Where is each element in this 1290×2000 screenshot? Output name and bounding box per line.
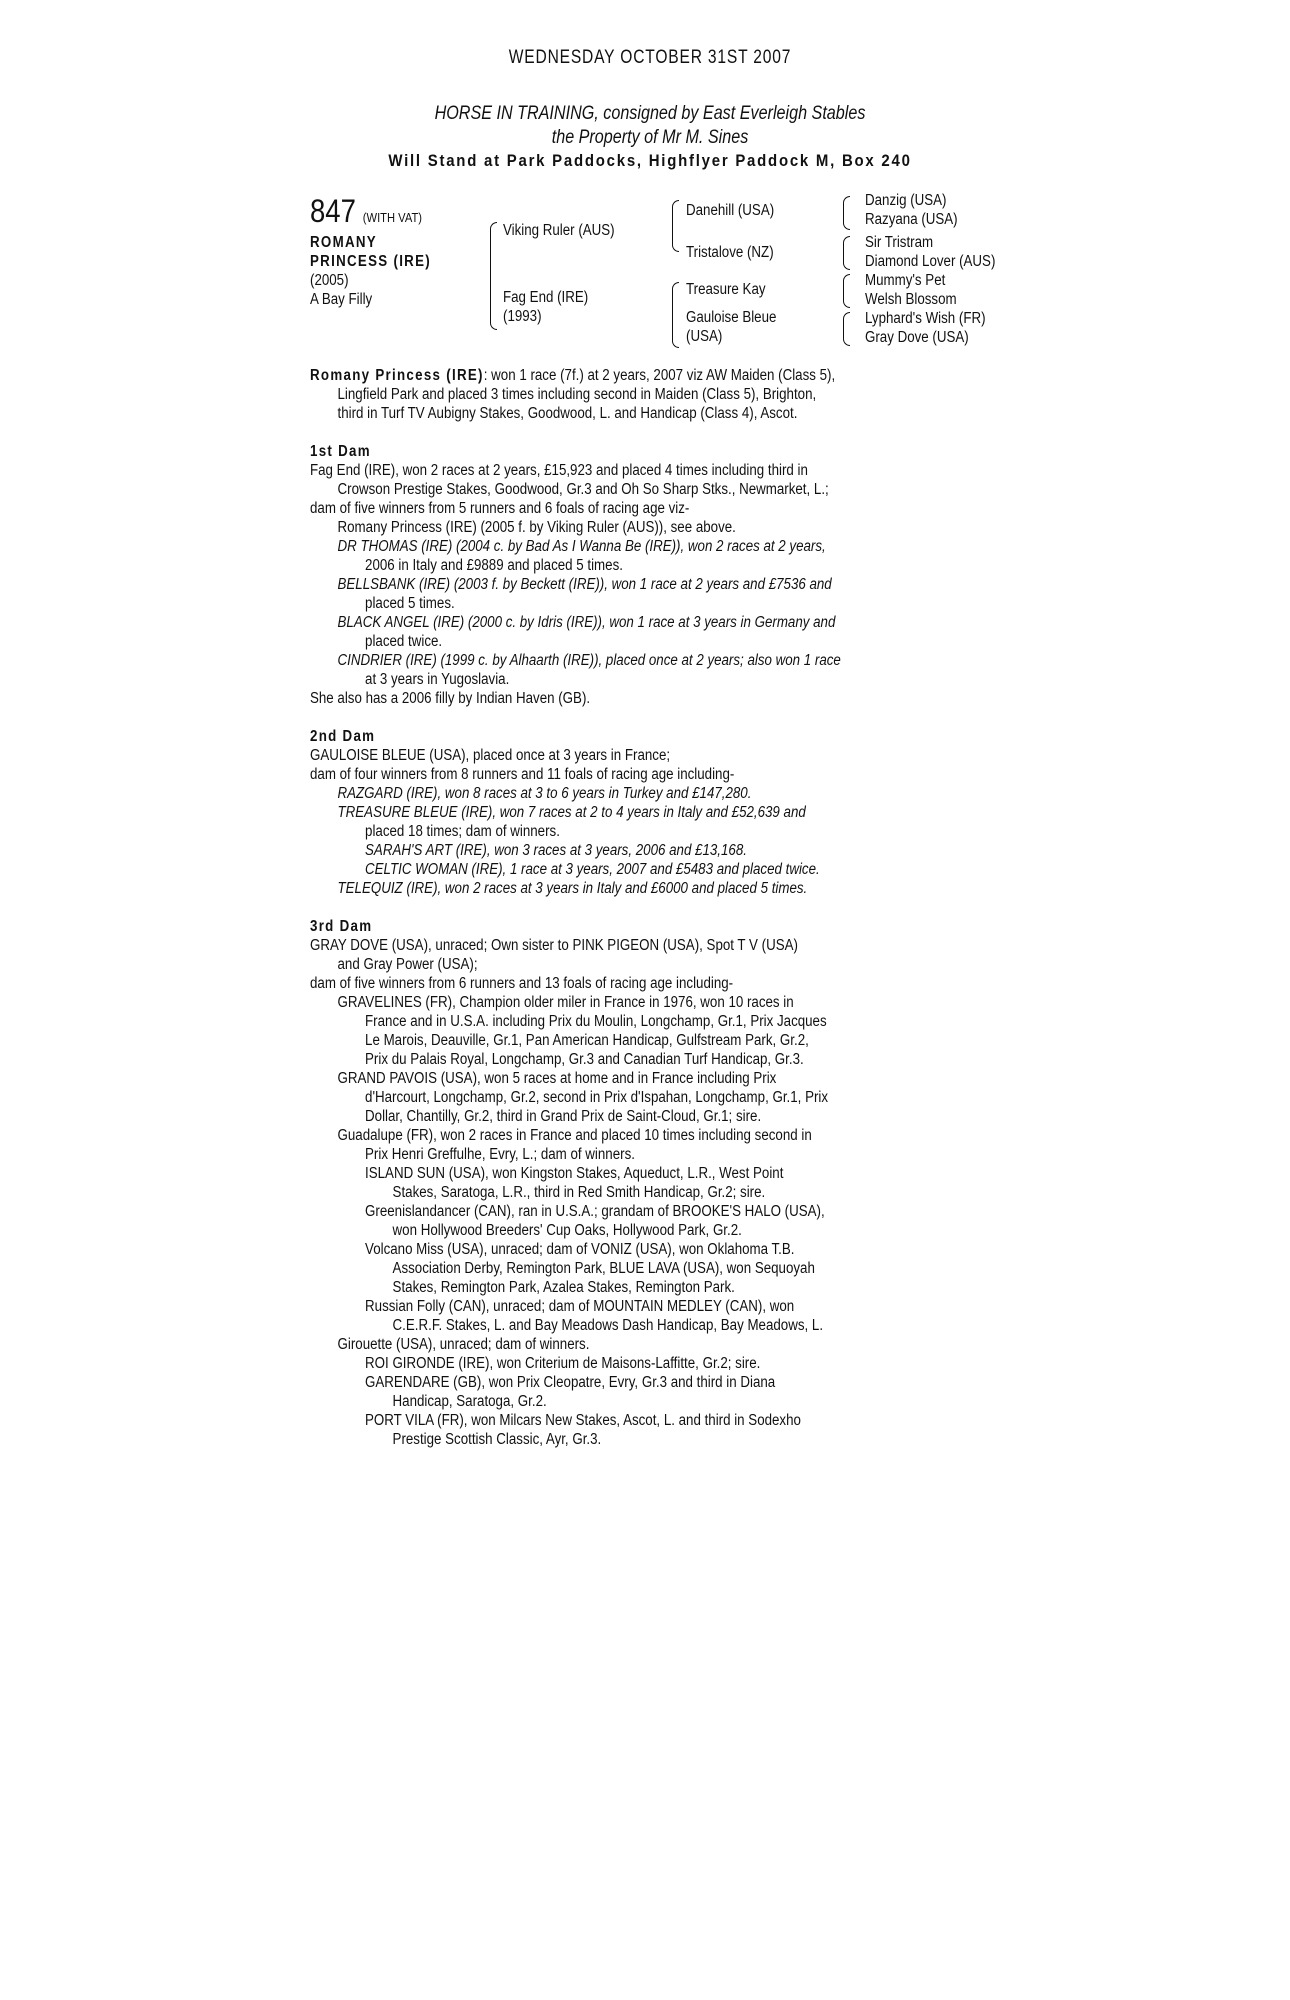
pedigree-brace-ss: [843, 196, 850, 230]
horse-name-bold: Romany Princess (IRE): [310, 367, 484, 384]
produce-line: RAZGARD (IRE), won 8 races at 3 to 6 years in Turkey and £147,280.: [337, 785, 752, 802]
dam-dam-origin: (USA): [686, 328, 723, 345]
lot-block: [310, 193, 440, 229]
pedigree-brace-sd: [843, 236, 850, 270]
produce-line: placed twice.: [365, 633, 443, 650]
produce-line: Volcano Miss (USA), unraced; dam of VONIZ (USA), won Oklahoma T.B.: [365, 1241, 795, 1258]
produce-line: GRAND PAVOIS (USA), won 5 races at home and in France including Prix: [337, 1070, 777, 1087]
produce-line: Prix Henri Greffulhe, Evry, L.; dam of winners.: [365, 1146, 635, 1163]
pedigree-brace-dam: [672, 282, 679, 348]
dam-line: GRAY DOVE (USA), unraced; Own sister to PINK PIGEON (USA), Spot T V (USA): [310, 937, 798, 954]
pedigree-brace-dd: [843, 312, 850, 346]
record-line: : won 1 race (7f.) at 2 years, 2007 viz AW Maiden (Class 5),: [483, 367, 836, 384]
consignor-line: HORSE IN TRAINING, consigned by East Everleigh Stables: [434, 103, 866, 124]
produce-line: ROI GIRONDE (IRE), won Criterium de Maisons-Laffitte, Gr.2; sire.: [365, 1355, 761, 1372]
horse-description: A Bay Filly: [310, 291, 373, 308]
third-dam-section: [310, 917, 990, 1449]
produce-line: Le Marois, Deauville, Gr.1, Pan American Handicap, Gulfstream Park, Gr.2,: [365, 1032, 809, 1049]
produce-line: won Hollywood Breeders' Cup Oaks, Hollywood Park, Gr.2.: [392, 1222, 742, 1239]
dam-sire-dam: Welsh Blossom: [865, 291, 957, 308]
produce-line: CELTIC WOMAN (IRE), 1 race at 3 years, 2007 and £5483 and placed twice.: [365, 861, 820, 878]
produce-line: Handicap, Saratoga, Gr.2.: [392, 1393, 547, 1410]
produce-line: placed 5 times.: [365, 595, 455, 612]
section-heading: 3rd Dam: [310, 918, 373, 935]
produce-line: SARAH'S ART (IRE), won 3 races at 3 years, 2006 and £13,168.: [365, 842, 747, 859]
produce-line: BELLSBANK (IRE) (2003 f. by Beckett (IRE)), won 1 race at 2 years and £7536 and: [337, 576, 832, 593]
sire-sire-dam: Razyana (USA): [865, 211, 958, 228]
sale-date: WEDNESDAY OCTOBER 31ST 2007: [508, 47, 792, 68]
pedigree-brace-sire: [672, 200, 679, 252]
produce-line: TELEQUIZ (IRE), won 2 races at 3 years in Italy and £6000 and placed 5 times.: [337, 880, 808, 897]
dam-sire-sire: Mummy's Pet: [865, 272, 946, 289]
vat-note: (WITH VAT): [362, 210, 423, 225]
property-line: the Property of Mr M. Sines: [551, 127, 749, 148]
dam-line: dam of five winners from 5 runners and 6 foals of racing age viz-: [310, 500, 690, 517]
racing-record: [310, 366, 990, 423]
dam: Fag End (IRE): [503, 289, 589, 306]
dam-dam-sire: Lyphard's Wish (FR): [865, 310, 986, 327]
produce-line: GARENDARE (GB), won Prix Cleopatre, Evry, Gr.3 and third in Diana: [365, 1374, 776, 1391]
horse-name-line2: PRINCESS (IRE): [310, 253, 432, 270]
produce-line: Stakes, Remington Park, Azalea Stakes, Remington Park.: [392, 1279, 735, 1296]
first-dam-section: [310, 442, 990, 708]
second-dam-section: [310, 727, 990, 898]
dam-line: and Gray Power (USA);: [337, 956, 478, 973]
pedigree-brace-gen1: [490, 222, 497, 330]
produce-line: Dollar, Chantilly, Gr.2, third in Grand Prix de Saint-Cloud, Gr.1; sire.: [365, 1108, 762, 1125]
sire-dam: Tristalove (NZ): [686, 244, 774, 261]
produce-line: Guadalupe (FR), won 2 races in France and placed 10 times including second in: [337, 1127, 812, 1144]
produce-line: Russian Folly (CAN), unraced; dam of MOUNTAIN MEDLEY (CAN), won: [365, 1298, 795, 1315]
produce-line: placed 18 times; dam of winners.: [365, 823, 560, 840]
foaling-year: (2005): [310, 272, 349, 289]
stand-location: Will Stand at Park Paddocks, Highflyer Paddock M, Box 240: [388, 151, 912, 170]
produce-line: DR THOMAS (IRE) (2004 c. by Bad As I Wanna Be (IRE)), won 2 races at 2 years,: [337, 538, 826, 555]
produce-line: Prestige Scottish Classic, Ayr, Gr.3.: [392, 1431, 602, 1448]
catalogue-body: [310, 366, 990, 1449]
record-line: third in Turf TV Aubigny Stakes, Goodwood, L. and Handicap (Class 4), Ascot.: [337, 405, 798, 422]
section-heading: 1st Dam: [310, 443, 371, 460]
consignment-info: [361, 102, 939, 150]
dam-line: dam of five winners from 6 runners and 13 foals of racing age including-: [310, 975, 734, 992]
produce-line: TREASURE BLEUE (IRE), won 7 races at 2 to 4 years in Italy and £52,639 and: [337, 804, 806, 821]
record-line: Lingfield Park and placed 3 times including second in Maiden (Class 5), Brighton,: [337, 386, 817, 403]
sire-sire: Danehill (USA): [686, 202, 775, 219]
produce-line: PORT VILA (FR), won Milcars New Stakes, Ascot, L. and third in Sodexho: [365, 1412, 801, 1429]
produce-line: She also has a 2006 filly by Indian Haven (GB).: [310, 690, 591, 707]
dam-year: (1993): [503, 308, 542, 325]
dam-line: Fag End (IRE), won 2 races at 2 years, £15,923 and placed 4 times including third in: [310, 462, 808, 479]
produce-line: Prix du Palais Royal, Longchamp, Gr.3 and Canadian Turf Handicap, Gr.3.: [365, 1051, 804, 1068]
produce-line: Romany Princess (IRE) (2005 f. by Viking Ruler (AUS)), see above.: [337, 519, 736, 536]
sire-sire-sire: Danzig (USA): [865, 192, 947, 209]
produce-line: 2006 in Italy and £9889 and placed 5 times.: [365, 557, 623, 574]
produce-line: France and in U.S.A. including Prix du Moulin, Longchamp, Gr.1, Prix Jacques: [365, 1013, 827, 1030]
produce-line: Girouette (USA), unraced; dam of winners.: [337, 1336, 590, 1353]
dam-line: Crowson Prestige Stakes, Goodwood, Gr.3 and Oh So Sharp Stks., Newmarket, L.;: [337, 481, 829, 498]
produce-line: GRAVELINES (FR), Champion older miler in France in 1976, won 10 races in: [337, 994, 794, 1011]
sire: Viking Ruler (AUS): [503, 222, 615, 239]
horse-name-line1: ROMANY: [310, 234, 377, 251]
produce-line: CINDRIER (IRE) (1999 c. by Alhaarth (IRE)), placed once at 2 years; also won 1 race: [337, 652, 841, 669]
dam-line: GAULOISE BLEUE (USA), placed once at 3 years in France;: [310, 747, 671, 764]
produce-line: at 3 years in Yugoslavia.: [365, 671, 510, 688]
produce-line: Greenislandancer (CAN), ran in U.S.A.; grandam of BROOKE'S HALO (USA),: [365, 1203, 825, 1220]
produce-line: d'Harcourt, Longchamp, Gr.2, second in Prix d'Ispahan, Longchamp, Gr.1, Prix: [365, 1089, 829, 1106]
sire-dam-dam: Diamond Lover (AUS): [865, 253, 996, 270]
produce-line: Stakes, Saratoga, L.R., third in Red Smith Handicap, Gr.2; sire.: [392, 1184, 766, 1201]
produce-line: C.E.R.F. Stakes, L. and Bay Meadows Dash Handicap, Bay Meadows, L.: [392, 1317, 824, 1334]
dam-sire: Treasure Kay: [686, 281, 766, 298]
pedigree-brace-ds: [843, 274, 850, 308]
dam-dam: Gauloise Bleue: [686, 309, 777, 326]
sire-dam-sire: Sir Tristram: [865, 234, 934, 251]
lot-number: 847: [310, 193, 356, 229]
dam-line: dam of four winners from 8 runners and 11 foals of racing age including-: [310, 766, 735, 783]
produce-line: ISLAND SUN (USA), won Kingston Stakes, Aqueduct, L.R., West Point: [365, 1165, 784, 1182]
produce-line: Association Derby, Remington Park, BLUE LAVA (USA), won Sequoyah: [392, 1260, 815, 1277]
produce-line: BLACK ANGEL (IRE) (2000 c. by Idris (IRE)), won 1 race at 3 years in Germany and: [337, 614, 836, 631]
section-heading: 2nd Dam: [310, 728, 376, 745]
dam-dam-dam: Gray Dove (USA): [865, 329, 969, 346]
